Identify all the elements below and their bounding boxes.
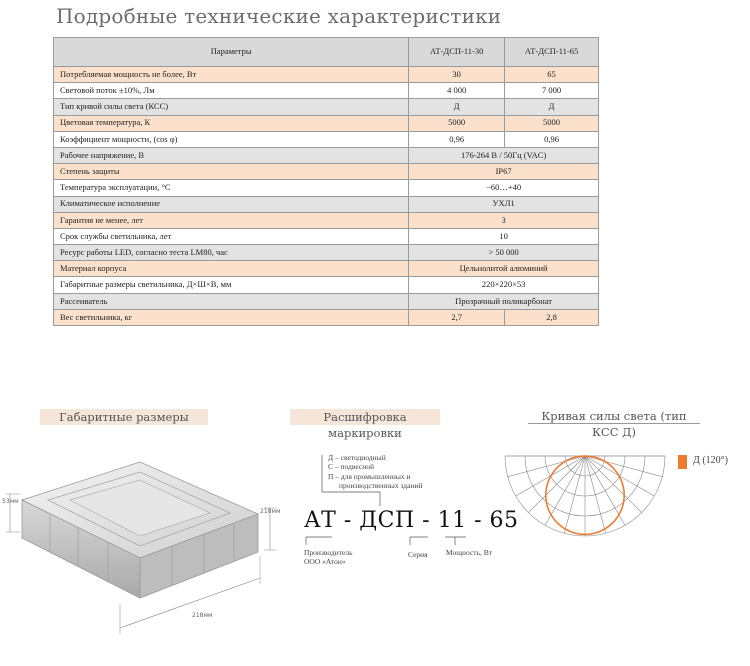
series-label: Серия [408,550,428,559]
param-name: Цветовая температура, К [54,115,409,131]
table-row [54,83,599,99]
table-row [54,180,599,196]
dim-side-label: 218мм [260,508,281,515]
param-value-model-30: 30 [409,67,505,83]
param-value-shared: Цельнолитой алюминий [409,261,599,277]
table-row [54,309,599,325]
spec-table-body [54,67,599,326]
page-title: Подробные технические характеристики [56,4,502,28]
table-row [54,228,599,244]
param-name: Рассеиватель [54,293,409,309]
param-value-model-65: 2,8 [505,309,599,325]
maker-label: Производитель [304,548,353,557]
param-value-model-30: 0,96 [409,131,505,147]
light-distribution-curve [500,448,670,658]
decode-note: С – подвесной [328,462,374,472]
param-value-model-30: 4 000 [409,83,505,99]
decode-note: производственных зданий [339,481,423,491]
param-value-shared: Прозрачный поликарбонат [409,293,599,309]
decode-note: Д – светодиодный [328,453,386,462]
power-label: Мощность, Вт [446,548,493,557]
param-name: Температура эксплуатации, °С [54,180,409,196]
header-model-65: АТ-ДСП-11-65 [505,38,599,67]
param-value-model-65: 5000 [505,115,599,131]
param-value-shared: УХЛ1 [409,196,599,212]
param-value-shared: 10 [409,228,599,244]
param-value-shared: −60…+40 [409,180,599,196]
luminaire-dimension-drawing [0,428,300,666]
table-row [54,277,599,293]
param-value-model-30: Д [409,99,505,115]
param-name: Тип кривой силы света (КСС) [54,99,409,115]
param-name: Световой поток ±10%, Лм [54,83,409,99]
param-value-shared: IP67 [409,164,599,180]
table-row [54,212,599,228]
param-value-model-30: 5000 [409,115,505,131]
decode-notes [328,453,422,491]
param-name: Материал корпуса [54,261,409,277]
decode-section-title: Расшифровка маркировки [290,409,440,425]
param-value-model-65: 0,96 [505,131,599,147]
param-value-shared: > 50 000 [409,245,599,261]
dims-section-title: Габаритные размеры [40,409,208,425]
param-value-shared: 220×220×53 [409,277,599,293]
table-row [54,99,599,115]
param-name: Коэффициент мощности, (cos φ) [54,131,409,147]
table-row [54,293,599,309]
param-name: Габаритные размеры светильника, Д×Ш×В, мм [54,277,409,293]
param-name: Потребляемая мощность не более, Вт [54,67,409,83]
header-model-30: АТ-ДСП-11-30 [409,38,505,67]
param-name: Вес светильника, кг [54,309,409,325]
param-value-shared: 176-264 В / 50Гц (VAC) [409,147,599,163]
polar-grid [505,456,665,536]
header-params: Параметры [54,38,409,67]
marking-code: АТ - ДСП - 11 - 65 [304,508,519,533]
param-name: Ресурс работы LED, согласно теста LM80, час [54,245,409,261]
legend-label: Д (120°) [693,455,728,466]
legend-swatch [678,455,687,469]
table-row [54,164,599,180]
param-value-model-65: Д [505,99,599,115]
param-value-model-30: 2,7 [409,309,505,325]
table-row [54,115,599,131]
table-row [54,67,599,83]
param-name: Гарантия не менее, лет [54,212,409,228]
decode-note: П – для промышленных и [328,471,411,481]
curve-section-title: Кривая силы света (тип КСС Д) [528,408,700,424]
param-value-model-65: 65 [505,67,599,83]
table-row [54,196,599,212]
param-name: Срок службы светильника, лет [54,228,409,244]
maker-name: ООО «Атон» [304,557,346,567]
param-name: Степень защиты [54,164,409,180]
table-header-row [54,38,599,67]
decode-maker [304,548,353,567]
table-row [54,147,599,163]
dim-bottom-label: 218мм [192,612,213,619]
table-row [54,245,599,261]
param-name: Климатическое исполнение [54,196,409,212]
param-value-model-65: 7 000 [505,83,599,99]
table-row [54,261,599,277]
dim-height-label: 53мм [2,498,19,505]
spec-table [53,37,599,326]
param-name: Рабочее напряжение, В [54,147,409,163]
table-row [54,131,599,147]
param-value-shared: 3 [409,212,599,228]
